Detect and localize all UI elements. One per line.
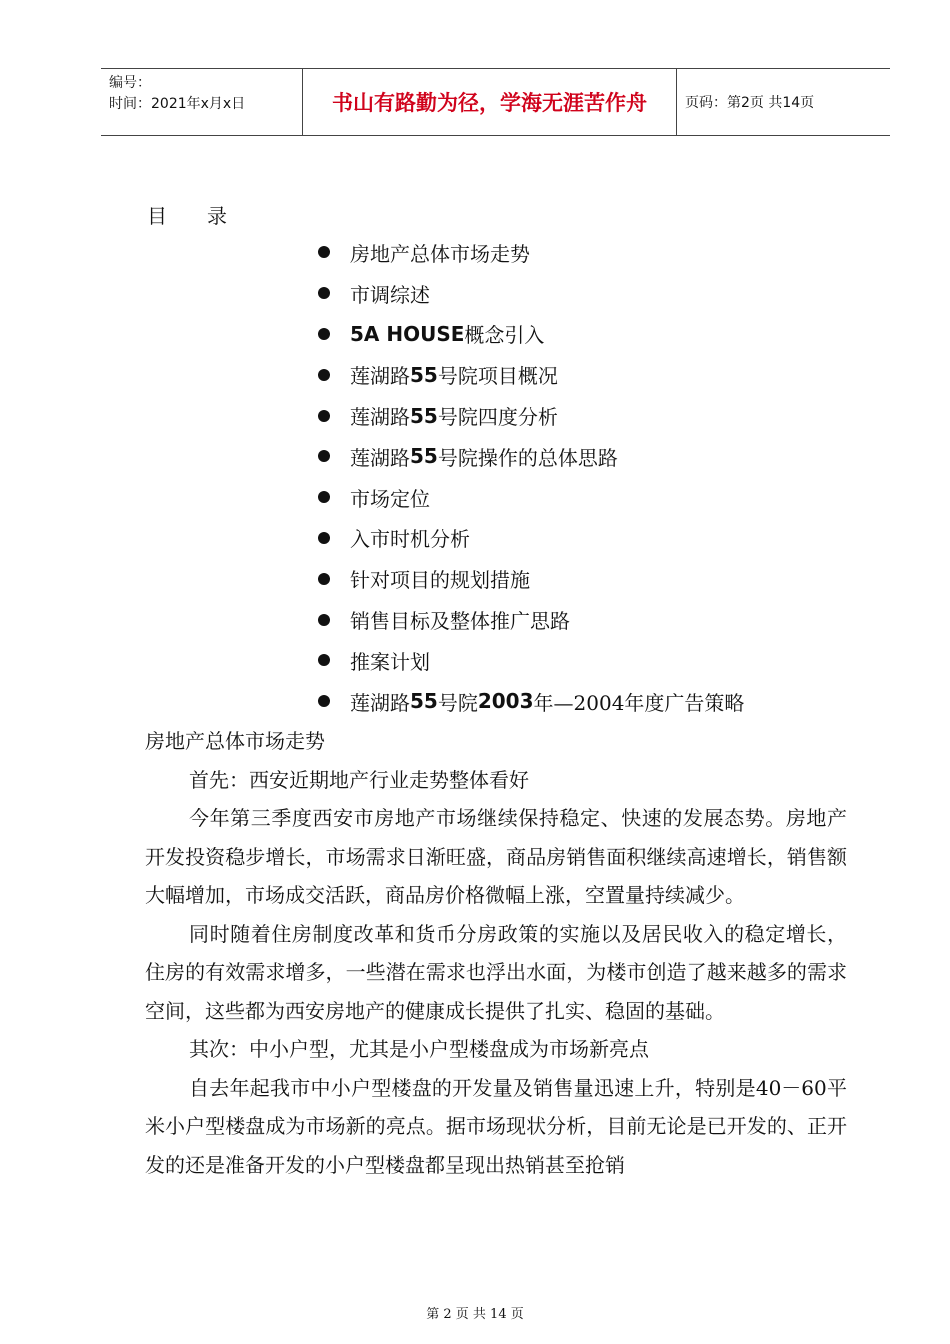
toc-item <box>318 640 744 681</box>
bullet-icon <box>318 369 330 381</box>
bullet-icon <box>318 410 330 422</box>
toc-item-text: 55 <box>410 362 438 387</box>
toc-item <box>318 681 744 722</box>
header-page-label: 页码：第2页 共14页 <box>685 95 815 111</box>
toc-item-text: 概念引入 <box>464 323 545 348</box>
toc-item <box>318 273 744 314</box>
header-motto: 书山有路勤为径，学海无涯苦作舟 <box>302 69 677 135</box>
toc-item-text: 推案计划 <box>350 649 430 674</box>
toc-item-text: 市调综述 <box>350 282 430 307</box>
bullet-icon <box>318 614 330 626</box>
bullet-icon <box>318 287 330 299</box>
bullet-icon <box>318 328 330 340</box>
page-header <box>101 68 890 136</box>
toc-item <box>318 354 744 395</box>
paragraph-2: 同时随着住房制度改革和货币分房政策的实施以及居民收入的稳定增长，住房的有效需求增多，一些潜在需求也浮出水面，为楼市创造了越来越多的需求空间，这些都为西安房地产的健康成长提供了扎实、稳固的基础。 <box>145 921 847 1023</box>
toc-item <box>318 558 744 599</box>
bullet-icon <box>318 695 330 707</box>
toc-item-text: 2003 <box>477 689 534 714</box>
page-footer: 第 2 页 共 14 页 <box>426 1307 524 1322</box>
toc-item-text: 号院操作的总体思路 <box>437 445 618 470</box>
toc-item-text: 55 <box>410 403 438 428</box>
toc-item <box>318 395 744 436</box>
toc-item-text: 针对项目的规划措施 <box>350 568 530 593</box>
document-body <box>145 722 847 1184</box>
toc-item <box>318 314 744 355</box>
toc-list <box>318 232 744 722</box>
toc-item <box>318 477 744 518</box>
bullet-icon <box>318 654 330 666</box>
section-title: 房地产总体市场走势 <box>145 729 325 753</box>
paragraph-1: 今年第三季度西安市房地产市场继续保持稳定、快速的发展态势。房地产开发投资稳步增长，市场需求日渐旺盛，商品房销售面积继续高速增长，销售额大幅增加，市场成交活跃，商品房价格微幅上涨，空置量持续减少。 <box>145 806 847 907</box>
toc-item-text: 5A HOUSE <box>350 321 465 346</box>
toc-item-text: 55 <box>410 689 438 714</box>
toc-item-text: 55 <box>410 444 438 469</box>
paragraph-3: 自去年起我市中小户型楼盘的开发量及销售量迅速上升，特别是40－60平米小户型楼盘成为市场新的亮点。据市场现状分析，目前无论是已开发的、正开发的还是准备开发的小户型楼盘都呈现出热销甚至抢销 <box>145 1075 847 1177</box>
toc-title: 目录 <box>147 204 267 228</box>
toc-item <box>318 599 744 640</box>
toc-item <box>318 232 744 273</box>
toc-item-text: 号院项目概况 <box>437 364 558 389</box>
toc-item-text: 销售目标及整体推广思路 <box>350 609 570 634</box>
header-number-label: 编号： <box>109 75 151 91</box>
bullet-icon <box>318 532 330 544</box>
header-meta <box>101 69 302 135</box>
second-heading: 其次：中小户型，尤其是小户型楼盘成为市场新亮点 <box>189 1037 649 1061</box>
toc-item-text: 莲湖路 <box>350 364 410 389</box>
toc-item-text: 莲湖路 <box>350 405 410 430</box>
toc-item-text: 号院 <box>437 690 478 715</box>
toc-item-text: 莲湖路 <box>350 445 410 470</box>
bullet-icon <box>318 573 330 585</box>
toc-item-text: 市场定位 <box>350 486 430 511</box>
toc-item-text: 入市时机分析 <box>350 527 470 552</box>
bullet-icon <box>318 450 330 462</box>
toc-item <box>318 518 744 559</box>
bullet-icon <box>318 491 330 503</box>
toc-item-text: 莲湖路 <box>350 690 410 715</box>
bullet-icon <box>318 246 330 258</box>
header-time-label: 时间：2021年x月x日 <box>109 96 246 112</box>
toc-item-text: 号院四度分析 <box>437 405 558 430</box>
first-heading: 首先：西安近期地产行业走势整体看好 <box>189 767 529 792</box>
toc-item-text: 房地产总体市场走势 <box>350 241 530 266</box>
toc-item <box>318 436 744 477</box>
toc-item-text: 年—2004年度广告策略 <box>533 690 745 715</box>
